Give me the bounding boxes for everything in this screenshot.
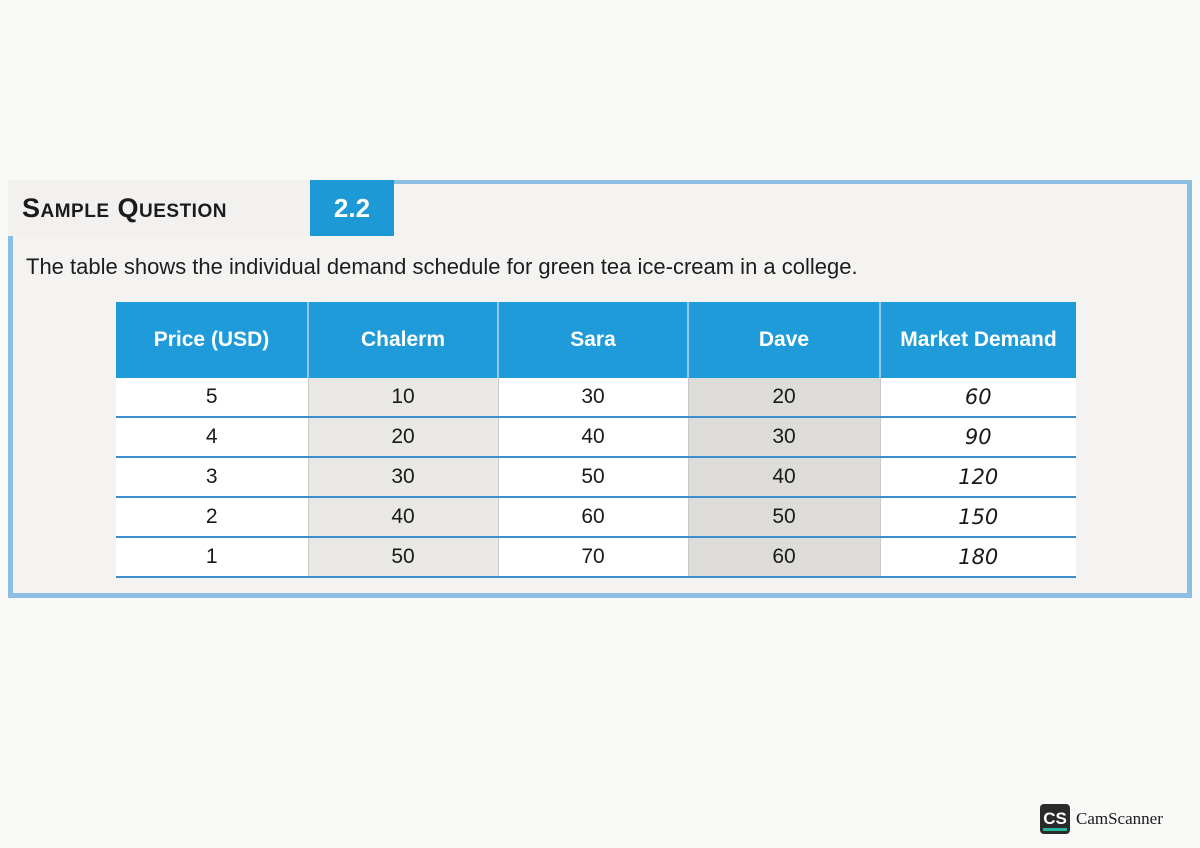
cell-chalerm: 20 bbox=[308, 417, 498, 457]
cell-market-demand: 90 bbox=[880, 417, 1076, 457]
header-sara: Sara bbox=[498, 302, 688, 378]
cell-sara: 40 bbox=[498, 417, 688, 457]
table-row bbox=[116, 537, 1076, 577]
header-price: Price (USD) bbox=[116, 302, 308, 378]
cell-sara: 50 bbox=[498, 457, 688, 497]
cell-sara: 30 bbox=[498, 378, 688, 417]
question-number-badge: 2.2 bbox=[310, 180, 394, 236]
question-text: The table shows the individual demand schedule for green tea ice-cream in a college. bbox=[26, 254, 858, 279]
camscanner-watermark bbox=[1040, 804, 1163, 834]
cell-market-demand: 150 bbox=[880, 497, 1076, 537]
camscanner-label: CamScanner bbox=[1076, 809, 1163, 828]
panel-header bbox=[8, 180, 394, 236]
camscanner-logo-icon: CS bbox=[1040, 804, 1070, 834]
cell-chalerm: 30 bbox=[308, 457, 498, 497]
cell-chalerm: 10 bbox=[308, 378, 498, 417]
cell-price: 5 bbox=[116, 378, 308, 417]
table-row bbox=[116, 378, 1076, 417]
header-market-demand: Market Demand bbox=[880, 302, 1076, 378]
cell-chalerm: 40 bbox=[308, 497, 498, 537]
table-row bbox=[116, 457, 1076, 497]
table-row bbox=[116, 497, 1076, 537]
cell-chalerm: 50 bbox=[308, 537, 498, 577]
header-dave: Dave bbox=[688, 302, 880, 378]
cell-price: 4 bbox=[116, 417, 308, 457]
panel-title: Sample Question bbox=[8, 180, 310, 236]
cell-price: 3 bbox=[116, 457, 308, 497]
cell-sara: 70 bbox=[498, 537, 688, 577]
cell-dave: 60 bbox=[688, 537, 880, 577]
cell-dave: 50 bbox=[688, 497, 880, 537]
table-row bbox=[116, 417, 1076, 457]
cell-dave: 40 bbox=[688, 457, 880, 497]
cell-market-demand: 120 bbox=[880, 457, 1076, 497]
cell-dave: 20 bbox=[688, 378, 880, 417]
cell-price: 2 bbox=[116, 497, 308, 537]
demand-schedule-table bbox=[116, 302, 1076, 578]
cell-market-demand: 60 bbox=[880, 378, 1076, 417]
cell-market-demand: 180 bbox=[880, 537, 1076, 577]
header-chalerm: Chalerm bbox=[308, 302, 498, 378]
cell-dave: 30 bbox=[688, 417, 880, 457]
cell-sara: 60 bbox=[498, 497, 688, 537]
cell-price: 1 bbox=[116, 537, 308, 577]
table-header-row bbox=[116, 302, 1076, 378]
